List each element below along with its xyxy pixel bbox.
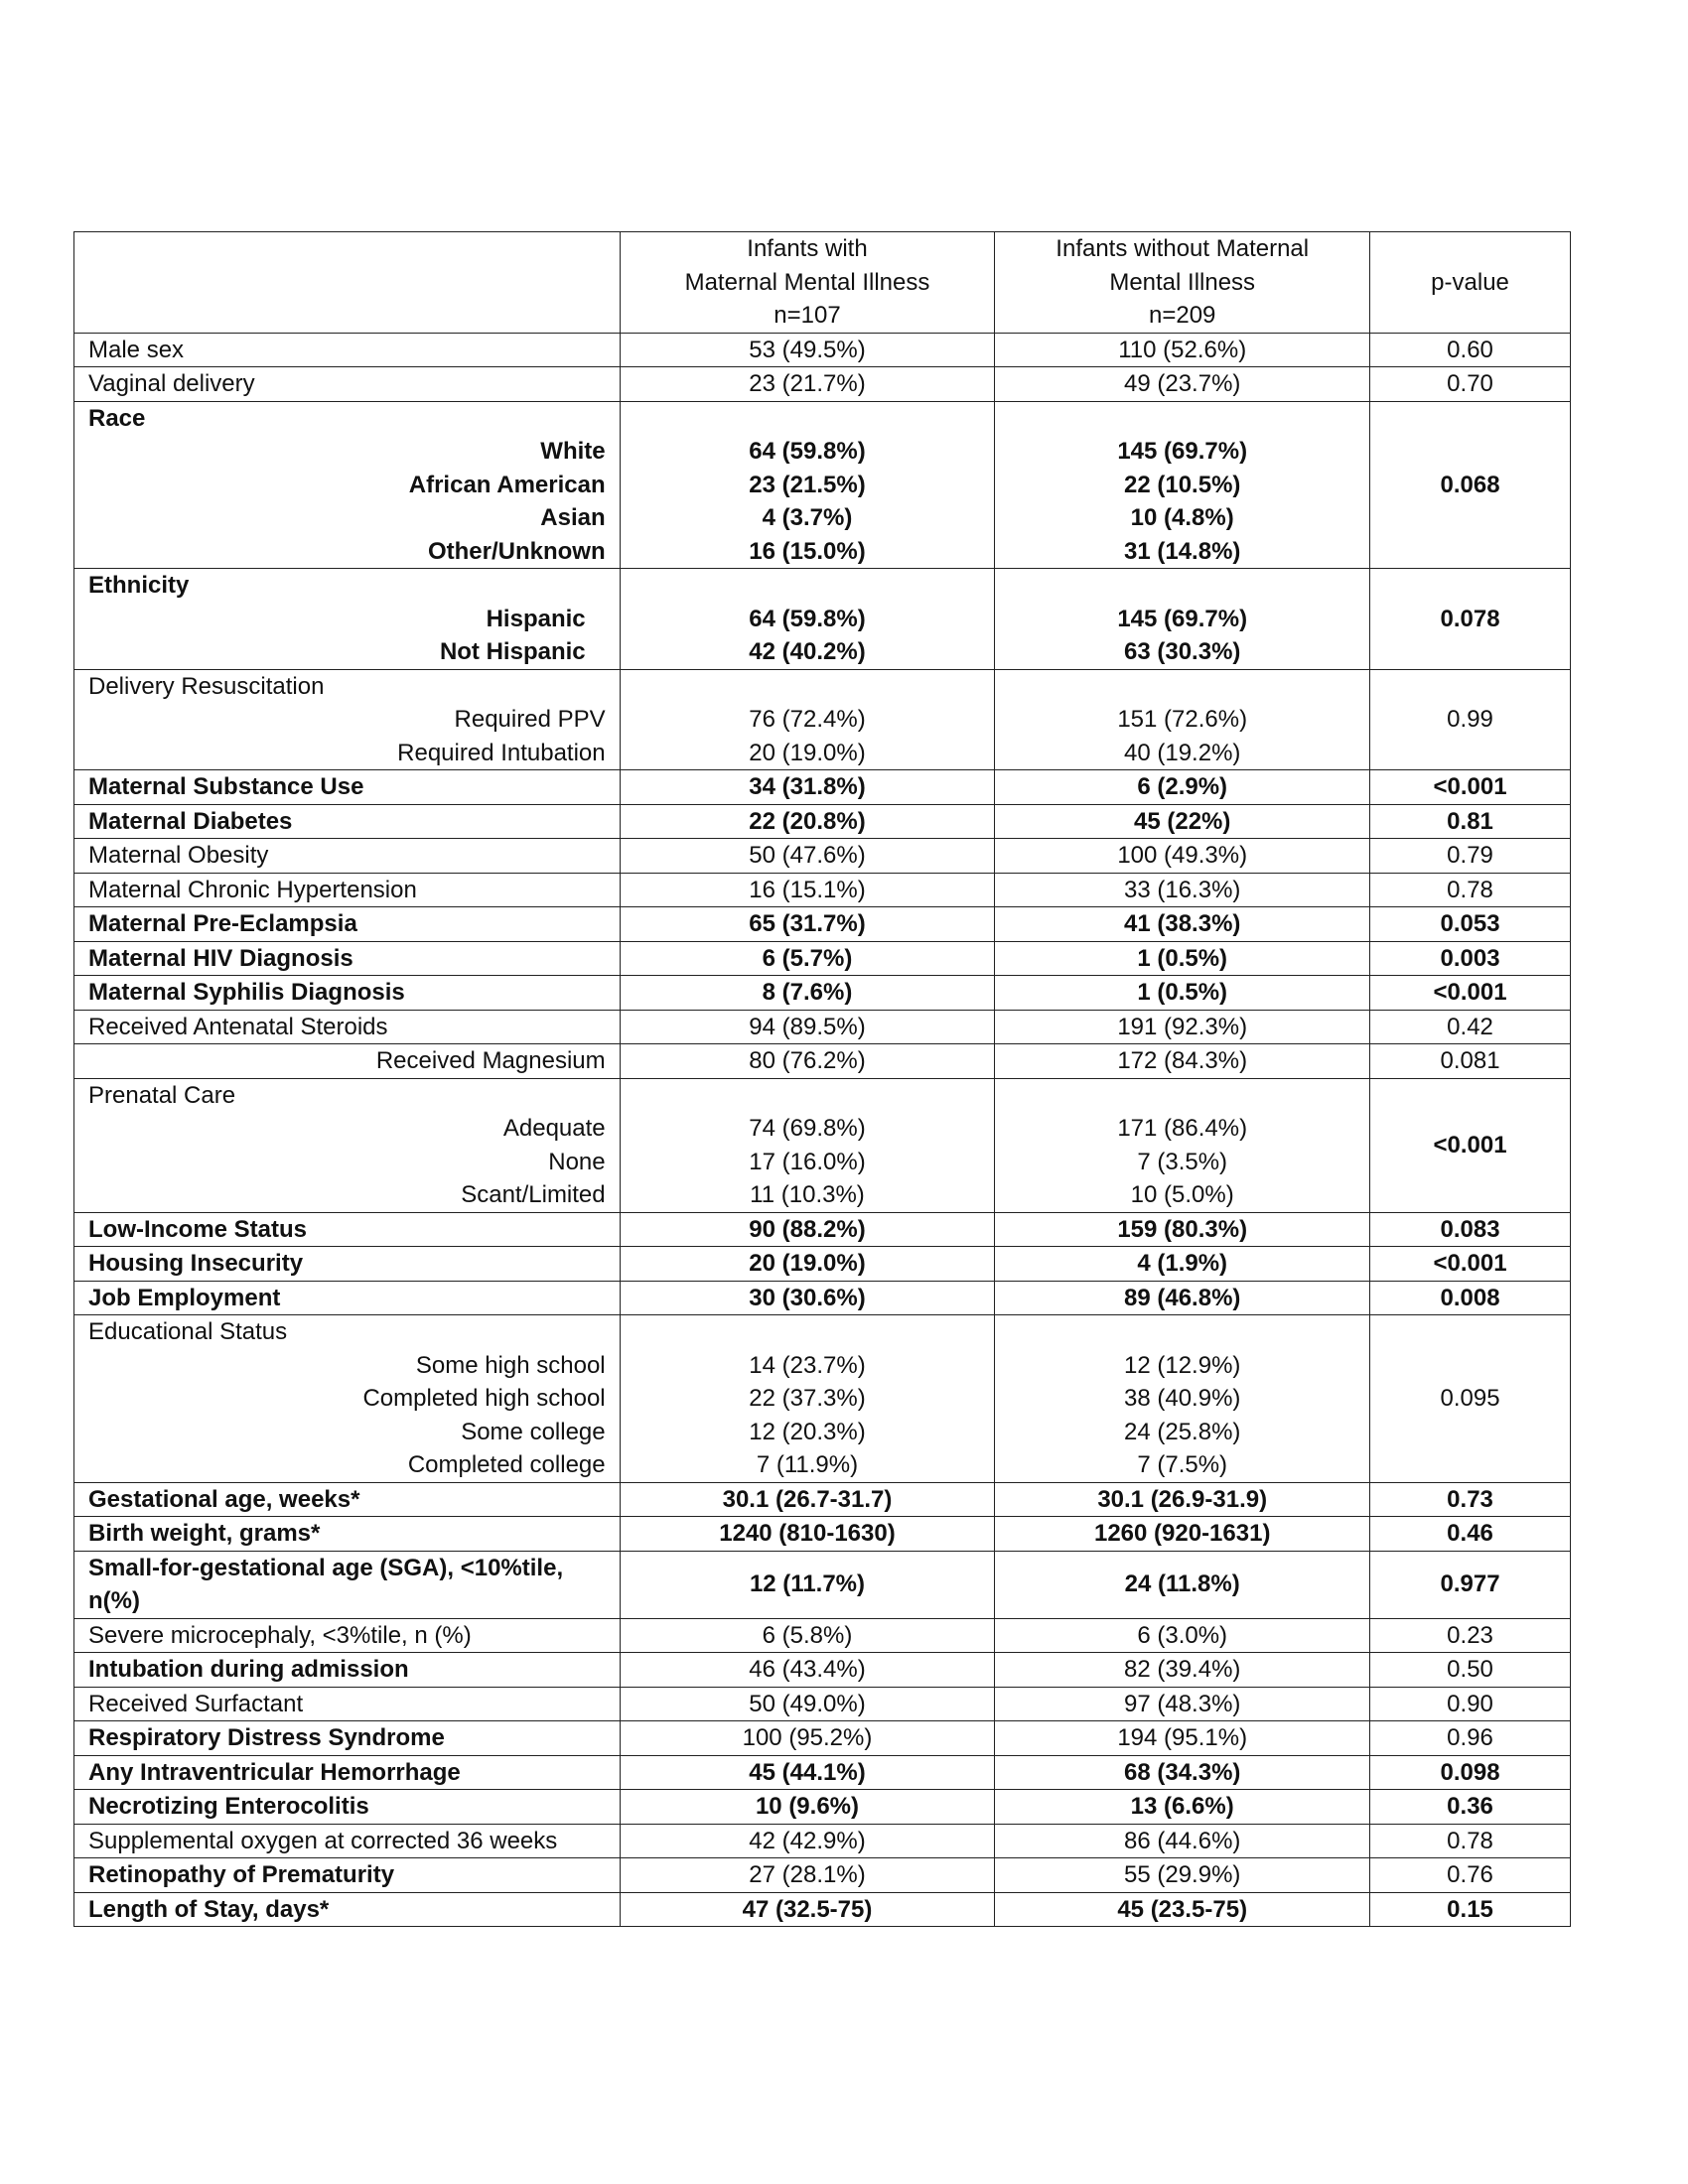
value-with: 65 (31.7%) <box>620 907 995 942</box>
p-value: 0.36 <box>1370 1790 1571 1825</box>
value-with: 76 (72.4%) 20 (19.0%) <box>620 669 995 770</box>
value-with: 16 (15.1%) <box>620 873 995 907</box>
value-without: 100 (49.3%) <box>995 839 1370 874</box>
table-row <box>74 1212 1571 1247</box>
row-label: Maternal HIV Diagnosis <box>74 941 621 976</box>
row-label: Received Magnesium <box>74 1044 621 1079</box>
value-with: 90 (88.2%) <box>620 1212 995 1247</box>
sub-label: Other/Unknown <box>427 537 606 565</box>
table-row <box>74 1858 1571 1893</box>
value-without: 24 (11.8%) <box>995 1551 1370 1618</box>
row-label: Maternal Obesity <box>74 839 621 874</box>
row-label: Educational Status Some high school Completed high school Some college Completed college <box>74 1315 621 1483</box>
row-label: Birth weight, grams* <box>74 1517 621 1552</box>
value-with: 27 (28.1%) <box>620 1858 995 1893</box>
value-with: 45 (44.1%) <box>620 1755 995 1790</box>
sub-label: Completed high school <box>362 1385 606 1412</box>
value-with: 22 (20.8%) <box>620 804 995 839</box>
row-label: Prenatal Care Adequate None Scant/Limited <box>74 1078 621 1212</box>
row-label: Low-Income Status <box>74 1212 621 1247</box>
row-label: Small-for-gestational age (SGA), <10%tile, n(%) <box>74 1551 621 1618</box>
table-row <box>74 1824 1571 1858</box>
p-value: 0.50 <box>1370 1653 1571 1688</box>
p-value: 0.081 <box>1370 1044 1571 1079</box>
row-label: Delivery Resuscitation Required PPV Required Intubation <box>74 669 621 770</box>
row-label: Intubation during admission <box>74 1653 621 1688</box>
value-without: 145 (69.7%) 22 (10.5%) 10 (4.8%) 31 (14.8%) <box>995 401 1370 569</box>
p-value: 0.70 <box>1370 367 1571 402</box>
table-row <box>74 770 1571 805</box>
row-label: Retinopathy of Prematurity <box>74 1858 621 1893</box>
value-without: 6 (3.0%) <box>995 1618 1370 1653</box>
value-without: 68 (34.3%) <box>995 1755 1370 1790</box>
value-without: 159 (80.3%) <box>995 1212 1370 1247</box>
value-without: 13 (6.6%) <box>995 1790 1370 1825</box>
table-row <box>74 1653 1571 1688</box>
row-label: Job Employment <box>74 1281 621 1315</box>
table-row <box>74 941 1571 976</box>
value-without: 86 (44.6%) <box>995 1824 1370 1858</box>
p-value: 0.76 <box>1370 1858 1571 1893</box>
table-row-race <box>74 401 1571 569</box>
value-with: 50 (49.0%) <box>620 1687 995 1721</box>
value-with: 12 (11.7%) <box>620 1551 995 1618</box>
row-label: Received Antenatal Steroids <box>74 1010 621 1044</box>
p-value: 0.60 <box>1370 333 1571 367</box>
p-value: 0.46 <box>1370 1517 1571 1552</box>
table-row <box>74 804 1571 839</box>
table-row <box>74 1010 1571 1044</box>
table-row-prenatal-care <box>74 1078 1571 1212</box>
p-value: 0.42 <box>1370 1010 1571 1044</box>
row-label: Supplemental oxygen at corrected 36 weeks <box>74 1824 621 1858</box>
p-value: 0.068 <box>1370 401 1571 569</box>
value-without: 151 (72.6%) 40 (19.2%) <box>995 669 1370 770</box>
table-row <box>74 1044 1571 1079</box>
p-value: 0.15 <box>1370 1892 1571 1927</box>
value-without: 145 (69.7%) 63 (30.3%) <box>995 569 1370 670</box>
table-row <box>74 367 1571 402</box>
value-with: 30 (30.6%) <box>620 1281 995 1315</box>
value-with: 14 (23.7%) 22 (37.3%) 12 (20.3%) 7 (11.9%) <box>620 1315 995 1483</box>
p-value: 0.098 <box>1370 1755 1571 1790</box>
header-p-value: p-value <box>1370 232 1571 334</box>
sub-label: Required PPV <box>454 706 606 733</box>
header-empty-cell <box>74 232 621 334</box>
value-with: 6 (5.7%) <box>620 941 995 976</box>
table-row-sga <box>74 1551 1571 1618</box>
p-value: <0.001 <box>1370 1247 1571 1282</box>
value-with: 30.1 (26.7-31.7) <box>620 1482 995 1517</box>
table-row <box>74 1618 1571 1653</box>
value-without: 97 (48.3%) <box>995 1687 1370 1721</box>
p-value: 0.78 <box>1370 873 1571 907</box>
value-without: 82 (39.4%) <box>995 1653 1370 1688</box>
sub-label: African American <box>408 471 606 498</box>
sub-label: Completed college <box>407 1451 606 1478</box>
p-value: <0.001 <box>1370 1078 1571 1212</box>
value-without: 191 (92.3%) <box>995 1010 1370 1044</box>
value-with: 10 (9.6%) <box>620 1790 995 1825</box>
row-label: Male sex <box>74 333 621 367</box>
p-value: 0.008 <box>1370 1281 1571 1315</box>
value-without: 1 (0.5%) <box>995 976 1370 1011</box>
value-without: 6 (2.9%) <box>995 770 1370 805</box>
value-without: 1 (0.5%) <box>995 941 1370 976</box>
p-value: 0.23 <box>1370 1618 1571 1653</box>
sub-label: Hispanic <box>486 605 586 632</box>
p-value: 0.90 <box>1370 1687 1571 1721</box>
value-without: 12 (12.9%) 38 (40.9%) 24 (25.8%) 7 (7.5%) <box>995 1315 1370 1483</box>
value-with: 74 (69.8%) 17 (16.0%) 11 (10.3%) <box>620 1078 995 1212</box>
value-with: 80 (76.2%) <box>620 1044 995 1079</box>
row-label: Necrotizing Enterocolitis <box>74 1790 621 1825</box>
p-value: <0.001 <box>1370 770 1571 805</box>
value-with: 20 (19.0%) <box>620 1247 995 1282</box>
table-row <box>74 1281 1571 1315</box>
value-without: 45 (23.5-75) <box>995 1892 1370 1927</box>
demographics-outcomes-table <box>73 231 1571 1927</box>
value-without: 30.1 (26.9-31.9) <box>995 1482 1370 1517</box>
p-value: 0.053 <box>1370 907 1571 942</box>
p-value: 0.083 <box>1370 1212 1571 1247</box>
row-label: Maternal Diabetes <box>74 804 621 839</box>
value-with: 47 (32.5-75) <box>620 1892 995 1927</box>
row-label: Housing Insecurity <box>74 1247 621 1282</box>
value-without: 4 (1.9%) <box>995 1247 1370 1282</box>
value-with: 50 (47.6%) <box>620 839 995 874</box>
p-value: 0.78 <box>1370 1824 1571 1858</box>
p-value: <0.001 <box>1370 976 1571 1011</box>
row-label: Respiratory Distress Syndrome <box>74 1721 621 1756</box>
table-header-row <box>74 232 1571 334</box>
table-row <box>74 873 1571 907</box>
table-row-ethnicity <box>74 569 1571 670</box>
value-without: 55 (29.9%) <box>995 1858 1370 1893</box>
value-with: 42 (42.9%) <box>620 1824 995 1858</box>
p-value: 0.96 <box>1370 1721 1571 1756</box>
table-row <box>74 839 1571 874</box>
row-label: Any Intraventricular Hemorrhage <box>74 1755 621 1790</box>
value-without: 49 (23.7%) <box>995 367 1370 402</box>
p-value: 0.003 <box>1370 941 1571 976</box>
value-with: 64 (59.8%) 23 (21.5%) 4 (3.7%) 16 (15.0%) <box>620 401 995 569</box>
value-with: 34 (31.8%) <box>620 770 995 805</box>
table-row <box>74 1790 1571 1825</box>
value-without: 45 (22%) <box>995 804 1370 839</box>
sub-label: Required Intubation <box>397 739 606 766</box>
value-without: 41 (38.3%) <box>995 907 1370 942</box>
table-row <box>74 1892 1571 1927</box>
table-row <box>74 1755 1571 1790</box>
sub-label: None <box>548 1148 606 1175</box>
table-row <box>74 907 1571 942</box>
p-value: 0.79 <box>1370 839 1571 874</box>
sub-label: Some high school <box>415 1351 606 1379</box>
value-without: 33 (16.3%) <box>995 873 1370 907</box>
sub-label: White <box>540 438 606 465</box>
row-label: Maternal Substance Use <box>74 770 621 805</box>
row-label: Ethnicity Hispanic Not Hispanic <box>74 569 621 670</box>
table-row <box>74 1721 1571 1756</box>
table-row <box>74 333 1571 367</box>
header-with-illness: Infants with Maternal Mental Illness n=107 <box>620 232 995 334</box>
p-value: 0.095 <box>1370 1315 1571 1483</box>
value-without: 1260 (920-1631) <box>995 1517 1370 1552</box>
row-label: Length of Stay, days* <box>74 1892 621 1927</box>
value-with: 8 (7.6%) <box>620 976 995 1011</box>
row-label: Maternal Chronic Hypertension <box>74 873 621 907</box>
row-label: Severe microcephaly, <3%tile, n (%) <box>74 1618 621 1653</box>
sub-label: Asian <box>540 504 606 531</box>
p-value: 0.977 <box>1370 1551 1571 1618</box>
sub-label: Not Hispanic <box>439 638 586 665</box>
row-label: Maternal Syphilis Diagnosis <box>74 976 621 1011</box>
header-without-illness: Infants without Maternal Mental Illness n=209 <box>995 232 1370 334</box>
value-without: 194 (95.1%) <box>995 1721 1370 1756</box>
p-value: 0.078 <box>1370 569 1571 670</box>
row-label: Race White African American Asian Other/Unknown <box>74 401 621 569</box>
sub-label: Some college <box>461 1418 606 1445</box>
table-row <box>74 1517 1571 1552</box>
value-without: 172 (84.3%) <box>995 1044 1370 1079</box>
p-value: 0.73 <box>1370 1482 1571 1517</box>
table-row <box>74 1687 1571 1721</box>
value-with: 6 (5.8%) <box>620 1618 995 1653</box>
value-without: 110 (52.6%) <box>995 333 1370 367</box>
table-row <box>74 1482 1571 1517</box>
row-label: Gestational age, weeks* <box>74 1482 621 1517</box>
value-with: 53 (49.5%) <box>620 333 995 367</box>
value-without: 171 (86.4%) 7 (3.5%) 10 (5.0%) <box>995 1078 1370 1212</box>
value-with: 46 (43.4%) <box>620 1653 995 1688</box>
value-with: 100 (95.2%) <box>620 1721 995 1756</box>
value-with: 94 (89.5%) <box>620 1010 995 1044</box>
value-without: 89 (46.8%) <box>995 1281 1370 1315</box>
table-row-educational-status <box>74 1315 1571 1483</box>
row-label: Received Surfactant <box>74 1687 621 1721</box>
row-label: Vaginal delivery <box>74 367 621 402</box>
table-row-delivery-resuscitation <box>74 669 1571 770</box>
value-with: 1240 (810-1630) <box>620 1517 995 1552</box>
table-row <box>74 1247 1571 1282</box>
sub-label: Scant/Limited <box>461 1181 606 1208</box>
row-label: Maternal Pre-Eclampsia <box>74 907 621 942</box>
table-row <box>74 976 1571 1011</box>
sub-label: Adequate <box>502 1115 606 1142</box>
value-with: 23 (21.7%) <box>620 367 995 402</box>
p-value: 0.99 <box>1370 669 1571 770</box>
value-with: 64 (59.8%) 42 (40.2%) <box>620 569 995 670</box>
p-value: 0.81 <box>1370 804 1571 839</box>
